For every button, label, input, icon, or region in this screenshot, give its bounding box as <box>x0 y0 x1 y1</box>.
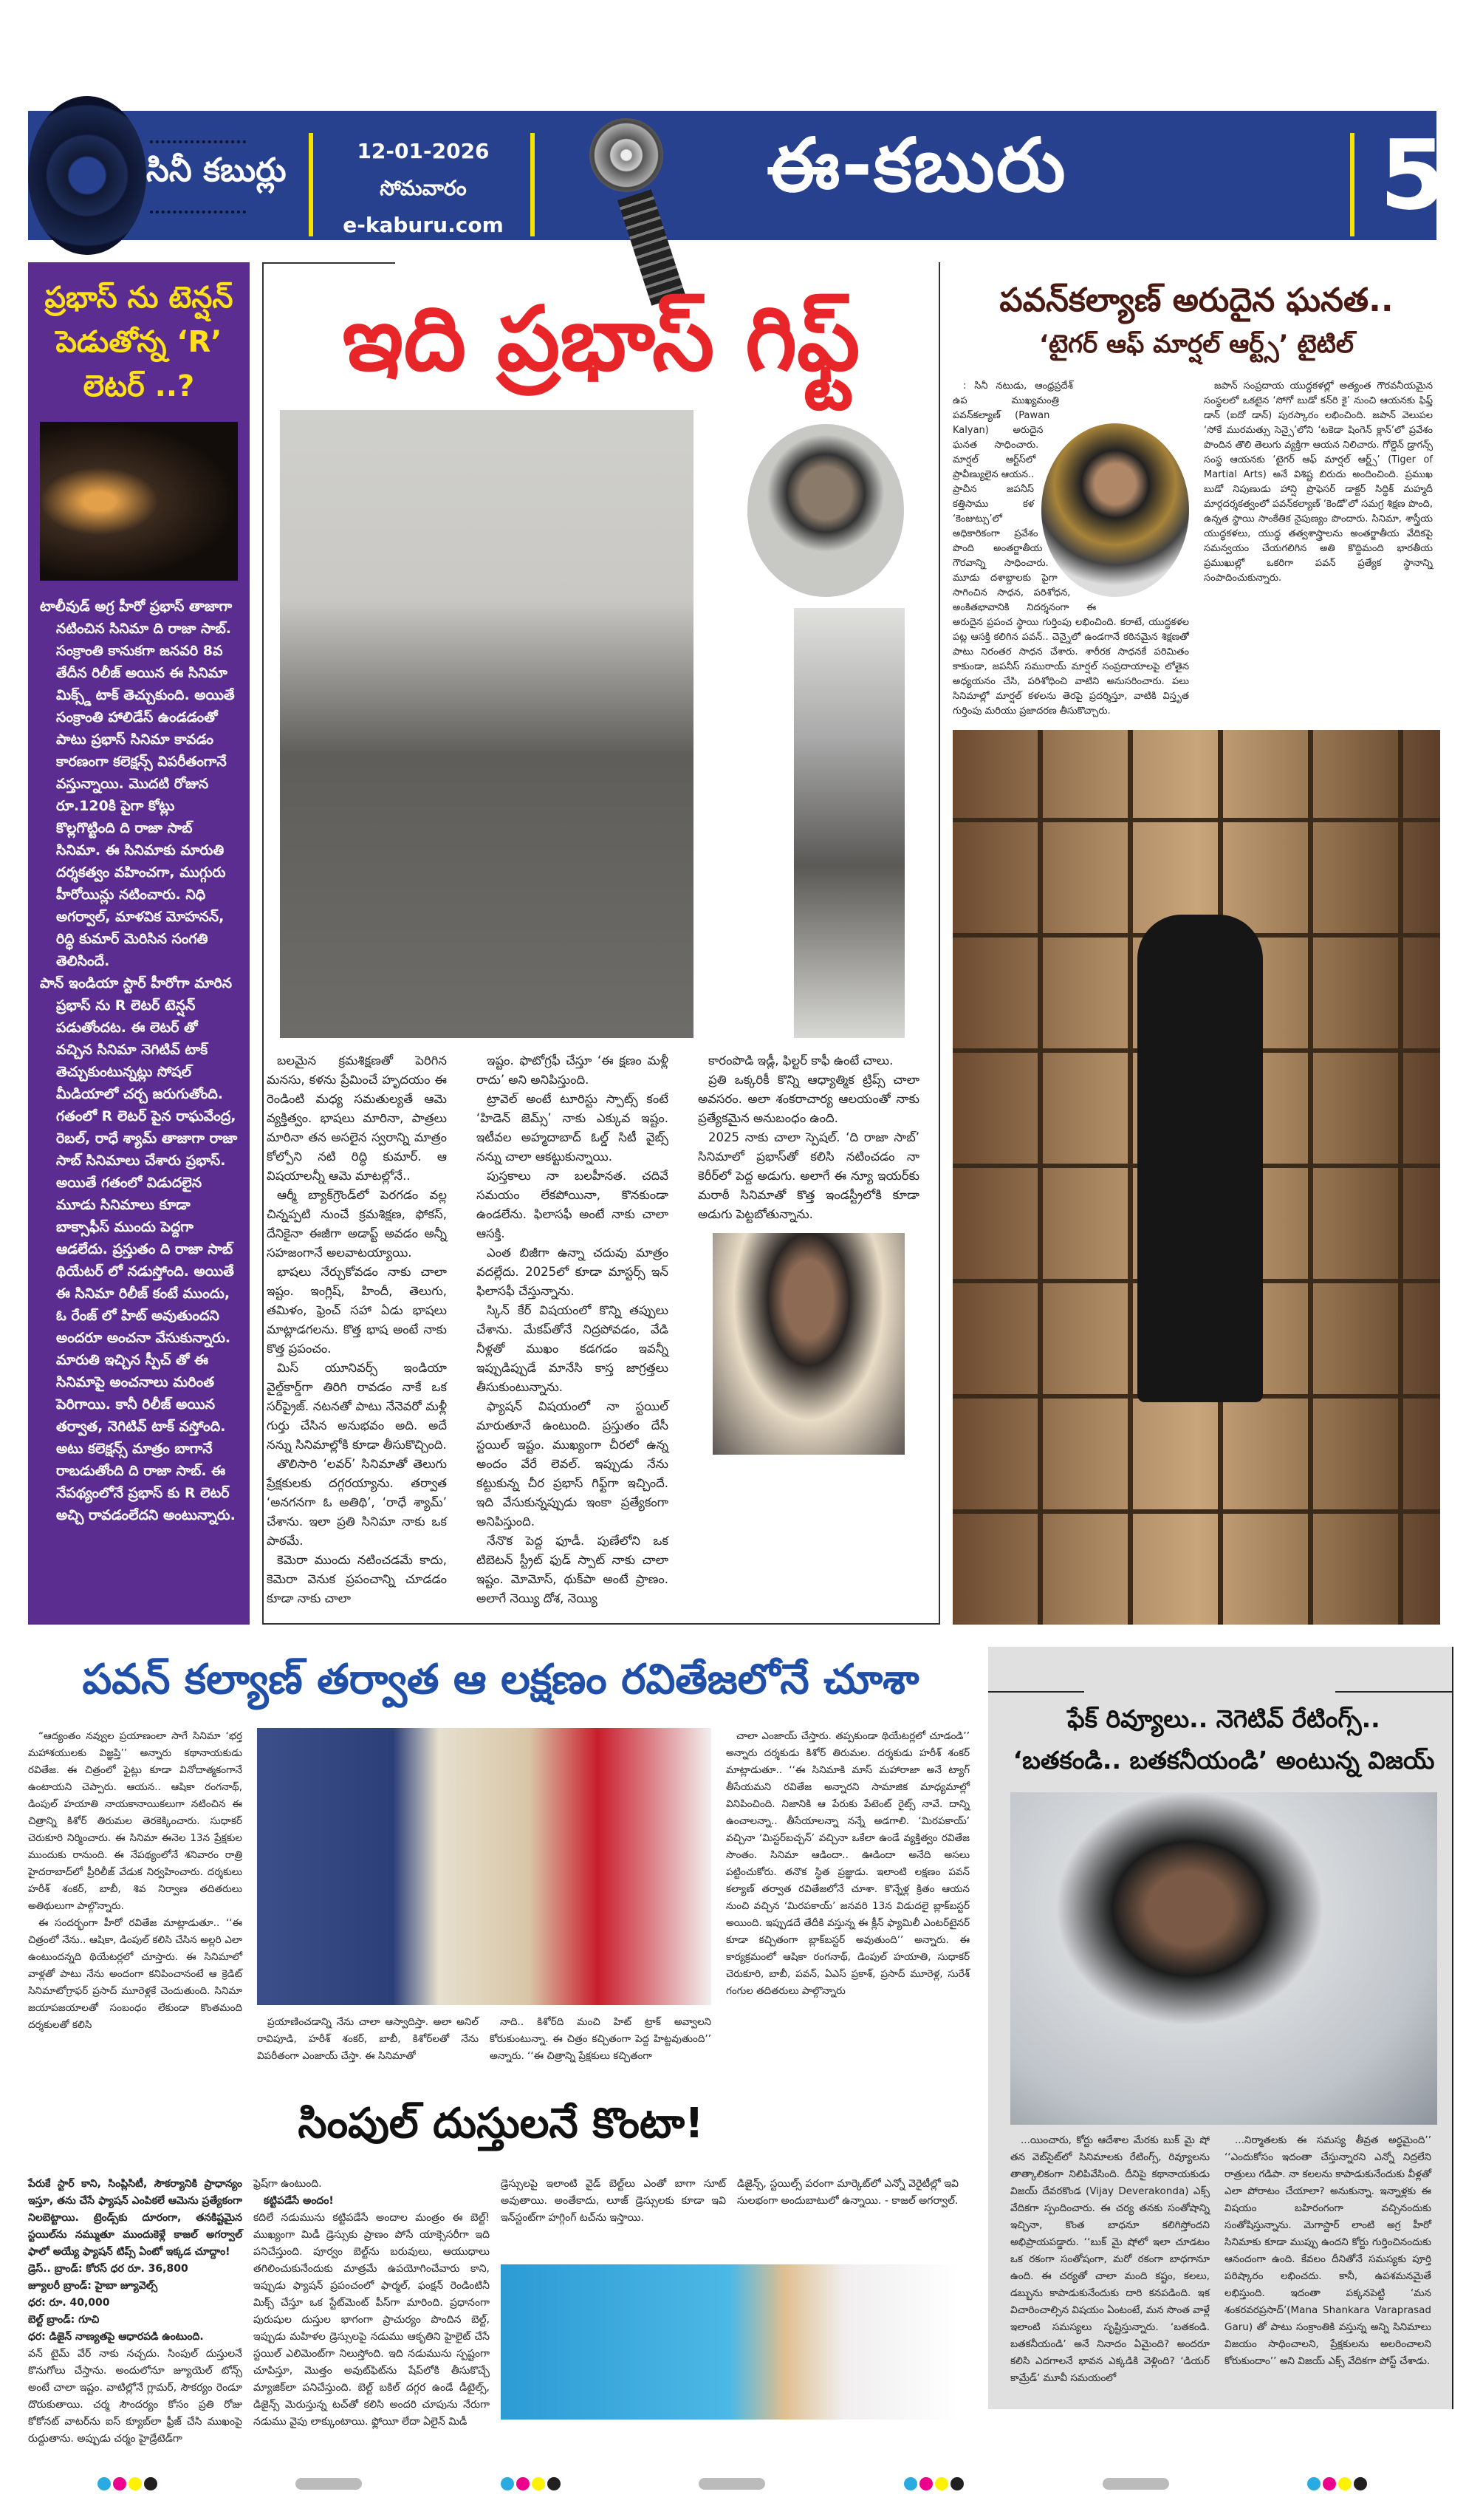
paragraph: పాన్ ఇండియా స్టార్ హీరోగా మారిన ప్రభాస్ ను R లెటర్ టెన్షన్ పడుతోందట. ఈ లెటర్ తో వచ్చిన సినిమా నెగిటివ్ టాక్ తెచ్చుకుంటున్నట్లు సోషల్ మీడియాలో చర్చ జరుగుతోంది. గతంలో R లెటర్ పైన రాఘవేంద్ర, రెబల్, రాధే శ్యామ్ తాజాగా రాజా సాబ్ సినిమాలు చేశారు ప్రభాస్. అయితే గతంలో విడుదలైన మూడు సినిమాలు కూడా బాక్సాఫీస్ ముందు పెద్దగా ఆడలేదు. ప్రస్తుతం ది రాజా సాబ్ థియేటర్ లో నడుస్తోంది. అయితే ఈ సినిమా రిలీజ్ కంటే ముందు, ఓ రేంజ్ లో హిట్ అవుతుందని అందరూ అంచనా వేసుకున్నారు. మారుతి ఇచ్చిన స్పీచ్ తో ఈ సినిమాపై అంచనాలు మరింత పెరిగాయి. కానీ రిలీజ్ అయిన తర్వాత, నెగిటివ్ టాక్ వస్తోంది. అటు కలెక్షన్స్ మాత్రం బాగానే రాబడుతోంది ది రాజా సాబ్. ఈ నేపథ్యంలోనే ప్రభాస్ కు R లెటర్ అచ్చి రావడంలేదని అంటున్నారు. <box>40 975 238 1523</box>
divider <box>1350 133 1354 236</box>
film-reel-icon <box>589 118 663 192</box>
article-column <box>953 379 1189 719</box>
intro: పేరుకే స్టార్ కాని, సింప్లిసిటీ, సౌకర్యానికి ప్రాధాన్యం ఇస్తూ, తను చేసే ఫ్యాషన్ ఎంపికలే ఆమెను ప్రత్యేకంగా నిలబెట్టాయి. ట్రెండ్స్‌కు దూరంగా, తనకిష్టమైన స్టయిల్‌ను నమ్ముతూ ముందుకెళ్లే కాజల్ అగర్వాల్ ఫాలో అయ్యే ఫ్యాషన్ టిప్స్ ఏంటో ఇక్కడ చూద్దాం! <box>28 2178 242 2258</box>
website: e-kaburu.com <box>343 213 504 237</box>
divider <box>309 133 313 236</box>
paragraph: ధర: రూ. 40,000 <box>28 2297 110 2309</box>
price-details <box>28 2261 242 2346</box>
paragraph: బెల్ట్ బ్రాండ్: గూచి <box>28 2314 100 2326</box>
registration-marks <box>904 2477 964 2490</box>
kajal-story <box>28 2176 973 2448</box>
photo-group <box>264 410 939 1045</box>
bottom-section <box>28 1647 1453 2448</box>
article-columns <box>264 1051 939 1608</box>
article-column <box>726 1728 970 2065</box>
riddhi-kumar-saree-photo <box>713 1233 905 1455</box>
raviteja-headline: పవన్ కల్యాణ్ తర్వాత ఆ లక్షణం రవితేజలోనే చూశా <box>82 1656 919 1704</box>
paragraph: “ఆద్యంతం నవ్వుల ప్రయాణంలా సాగే సినిమా ‘భర్త మహాశయులకు విజ్ఞప్తి’’ అన్నారు కథానాయకుడు రవితేజ. ఈ చిత్రంలో ఫైట్లు కూడా వినోదాత్మకంగానే ఉంటాయని చెప్పారు. ఆయన.. ఆషికా రంగనాథ్, డింపుల్ హయాతి నాయకానాయికలుగా నటించిన ఈ చిత్రాన్ని కిశోర్ తిరుమల తెరకెక్కించారు. సుధాకర్ చెరుకూరి నిర్మించారు. ఈ సినిమా ఈనెల 13న ప్రేక్షకుల ముందుకు రానుంది. ఈ నేపథ్యంలోనే శనివారం రాత్రి హైదరాబాద్‌లో ప్రీరిలీజ్ వేడుక నిర్వహించారు. దర్శకులు హరీశ్ శంకర్, బాబీ, శివ నిర్వాణ తదితరులు అతిథులుగా పాల్గొన్నారు. <box>28 1730 242 1912</box>
divider <box>150 211 246 214</box>
paragraph: నాది.. కిశోర్‌ది మంచి హిట్ ట్రాక్ అవ్వాలని కోరుకుంటున్నా. ఈ చిత్రం కచ్చితంగా పెద్ద హిట్టవుతుంది’’ అన్నారు. ‘‘ఈ చిత్రాన్ని ప్రేక్షకులు కచ్చితంగా <box>490 2016 711 2062</box>
print-bar <box>699 2478 765 2490</box>
paragraph: ప్రయాణించడాన్ని నేను చాలా ఆస్వాదిస్తా. అలా అనిల్ రావిపూడి, హరీశ్ శంకర్, బాబీ, కిశోర్‌లతో నేను విపరీతంగా ఎంజాయ్ చేస్తా. ఈ సినిమాతో <box>257 2016 479 2062</box>
riddhi-kumar-photo <box>280 410 693 1038</box>
article-column <box>267 1051 447 1608</box>
main-headline: ఇది ప్రభాస్ గిఫ్ట్ <box>342 288 860 391</box>
vijay-story <box>988 1647 1453 2409</box>
registration-marks <box>1307 2477 1367 2490</box>
section-title: సినీ కబుర్లు <box>146 151 287 189</box>
kajal-pool-photo <box>501 2264 959 2420</box>
paper-name: ఈ-కబురు <box>767 122 1067 208</box>
paragraph: ధర: డిజైన్ నాణ్యతపై ఆధారపడి ఉంటుంది. <box>28 2331 204 2343</box>
raviteja-event-photo <box>257 1728 711 2005</box>
pawan-kalyan-sword-photo <box>953 730 1440 1625</box>
paragraph: బలమైన క్రమశిక్షణతో పెరిగిన మనసు, కళను ప్రేమించే హృదయం ఈ రెండింటి మధ్య సమతుల్యతే ఆమె వ్యక్తిత్వం. భాషలు మారినా, పాత్రలు మారినా తన అసలైన స్వరాన్ని మాత్రం కోల్పోని నటి రిద్ధి కుమార్. ఆ విషయాలన్నీ ఆమె మాటల్లోనే.. <box>267 1054 447 1183</box>
paragraph: టాలీవుడ్ అగ్ర హీరో ప్రభాస్ తాజాగా నటించిన సినిమా ది రాజా సాబ్. సంక్రాంతి కానుకగా జనవరి 8వ తేదీన రిలీజ్ అయిన ఈ సినిమా మిక్స్డ్ టాక్ తెచ్చుకుంది. అయితే సంక్రాంతి హాలిడేస్ ఉండడంతో పాటు ప్రభాస్ సినిమా కావడం కారణంగా కలెక్షన్స్ విపరీతంగానే వస్తున్నాయి. మొదటి రోజున రూ.120కి పైగా కోట్లు కొల్లగొట్టింది ది రాజా సాబ్ సినిమా. ఈ సినిమాకు మారుతి దర్శకత్వం వహించగా, ముగ్గురు హీరోయిన్లు నటించారు. నిధి అగర్వాల్, మాళవిక మోహనన్, రిద్ధి కుమార్ మెరిసిన సంగతి తెలిసిందే. <box>40 598 235 969</box>
paragraph: కదిలే నడుమును కట్టిపడేసే అందాల మంత్రం ఈ బెల్ట్! ముఖ్యంగా మిడీ డ్రెస్సుకు ప్రాణం పోసే యాక్సెసరీగా ఇది పనిచేస్తుంది. పూర్వం బెల్ట్‌ను బరువులు, ఆయుధాలు తగిలించుకునేందుకు మాత్రమే ఉపయోగించేవారు కాని, ఇప్పుడు ఫ్యాషన్ ప్రపంచంలో ఫార్మల్, ఫంక్షన్ రెండింటినీ మిక్స్ చేస్తూ ఒక స్టేట్‌మెంట్ పీస్‌గా మారింది. ప్రధానంగా పురుషుల దుస్తుల భాగంగా ప్రాచుర్యం పొందిన బెల్ట్, ఇప్పుడు మహిళల డ్రెస్సులపై నడుము ఆకృతిని హైలైట్ చేసే స్టయిల్ ఎలిమెంట్‌గా నిలుస్తోంది. ఇది నడుమును స్పష్టంగా చూపిస్తూ, మొత్తం అవుట్‌ఫిట్‌ను షేప్‌లోకి తీసుకొచ్చే మ్యాజిక్‌లా పనిచేస్తుంది. బెల్ట్ బకిల్ దగ్గర ఉండే డీటైల్స్, డిజైన్స్ మెరుస్తున్న టచ్‌తో కలిసి అందరి చూపును నేరుగా నడుము వైపు లాక్కుంటాయి. ఫ్లోయీ లేదా ఏలైన్ మిడీ <box>253 2212 490 2428</box>
paragraph: నేనొక పెద్ద ఫూడీ. పుణేలోని ఒక టిబెటన్ స్ట్రీట్ ఫుడ్ స్పాట్ నాకు చాలా ఇష్టం. మోమోస్, థుక్‌పా అంటే ప్రాణం. అలాగే నెయ్యి దోశ, నెయ్యి <box>476 1534 668 1605</box>
article-column <box>1224 2132 1431 2387</box>
top-section <box>28 262 1453 1625</box>
article-column <box>490 2014 711 2065</box>
vijay-deverakonda-photo <box>1010 1792 1437 2125</box>
paragraph: డ్రెస్.. బ్రాండ్: కోరస్ ధర రూ. 36,800 <box>28 2263 188 2275</box>
print-marks <box>28 2477 1436 2490</box>
registration-marks <box>97 2477 157 2490</box>
weekday: సోమవారం <box>380 176 467 200</box>
raviteja-story <box>28 1728 973 2065</box>
divider <box>530 133 535 236</box>
paragraph: జ్యూలరీ బ్రాండ్: హైబా జ్యూవెల్స్ <box>28 2280 158 2292</box>
paragraph: ఫ్రెష్‌గా ఉంటుంది. <box>253 2178 322 2190</box>
paragraph: మిస్ యూనివర్స్ ఇండియా వైల్డ్‌కార్డ్‌గా తిరిగి రావడం నాకే ఒక సర్‌ప్రైజ్. నటనతో పాటు నేనెవరో మళ్లీ గుర్తు చేసిన అనుభవం అది. అదే నన్ను సినిమాల్లోకి కూడా తీసుకొచ్చింది. <box>267 1361 447 1452</box>
column-text <box>698 1051 919 1224</box>
pawan-kalyan-circle-photo <box>1041 423 1189 597</box>
paragraph: డ్రెస్సులపై ఇలాంటి వైడ్ బెల్ట్‌లు ఎంతో బాగా సూట్ అవుతాయి. అంతేకాదు, లూజ్ డ్రెస్సులకు కూడా ఇవి ఇన్‌స్టంట్‌గా హగ్గింగ్ టచ్‌ను ఇస్తాయి. <box>501 2178 726 2224</box>
divider <box>150 140 246 143</box>
paragraph: జపాన్ సంప్రదాయ యుద్ధకళల్లో అత్యంత గౌరవనీయమైన సంస్థలలో ఒకటైన ‘సోగో బుడో కన్‌రి కై’ నుంచి ఆయనకు ఫిఫ్త్ డాన్ (ఐదో డాన్) పురస్కారం లభించింది. జపాన్ వెలుపల ‘సోకే మురమత్సు సెన్సై’లోని ‘టకెడా షింగెన్ క్లాన్’లో ప్రవేశం పొందిన తొలి తెలుగు వ్యక్తిగా ఆయన నిలిచారు. గోల్డెన్ డ్రాగన్స్ సంస్థ ఆయనకు ‘టైగర్ ఆఫ్ మార్షల్ ఆర్ట్స్’ (Tiger of Martial Arts) అనే విశిష్ట బిరుదు అందించింది. ప్రముఖ బుడో నిపుణుడు హాన్షి ప్రొఫెసర్ డాక్టర్ సిద్ధిక్ మహ్మదీ మార్గదర్శకత్వంలో పవన్‌కల్యాణ్ ‘కెండో’లో సమగ్ర శిక్షణ పొంది, ఉన్నత స్థాయి సాంకేతిక నైపుణ్యం పొందారు. సినిమా, శాస్త్రీయ యుద్ధకళలు, యుద్ధ తత్వశాస్త్రాలను అంతర్జాతీయ వేదికపై సమన్వయం చేయగలిగిన అతి కొద్దిమంది భారతీయ ప్రముఖుల్లో ఒకరిగా పవన్ ప్రత్యేక స్థానాన్ని సంపాదించుకున్నారు. <box>1204 380 1433 584</box>
riddhi-kumar-inset-photo <box>745 422 906 599</box>
paragraph: భాషలు నేర్చుకోవడం నాకు చాలా ఇష్టం. ఇంగ్లిష్, హిందీ, తెలుగు, తమిళం, ఫ్రెంచ్ సహా ఏడు భాషలు మాట్లాడగలను. కొత్త భాష అంటే నాకు కొత్త ప్రపంచం. <box>267 1265 447 1356</box>
paragraph: తొలిసారి ‘లవర్’ సినిమాతో తెలుగు ప్రేక్షకులకు దగ్గరయ్యాను. తర్వాత ‘అనగనగా ఓ అతిథి’, ‘రాధే శ్యామ్’ చేశాను. ఇలా ప్రతి సినిమా నాకు ఒక పాఠమే. <box>267 1457 447 1548</box>
left-bottom <box>28 1647 973 2448</box>
subheading: కట్టిపడేసే అందం! <box>264 2195 334 2207</box>
paragraph: 2025 నాకు చాలా స్పెషల్. ‘ది రాజా సాబ్’ సినిమాలో ప్రభాస్‌తో కలిసి నటించడం నా కెరీర్‌లో పెద్ద అడుగు. అలాగే ఈ న్యూ ఇయర్‌కు మరాఠీ సినిమాతో కొత్త ఇండస్ట్రీలోకి కూడా అడుగు పెట్టబోతున్నాను. <box>698 1130 919 1221</box>
article-column <box>698 1051 919 1608</box>
main-story <box>262 262 940 1625</box>
article-column <box>28 1728 242 2065</box>
film-reel-logo-icon <box>28 96 146 255</box>
article-column <box>1204 379 1433 719</box>
paragraph: చాలా ఎంజాయ్ చేస్తారు. తప్పకుండా థియేటర్లలో చూడండి’’ అన్నారు దర్శకుడు కిశోర్ తిరుమల. దర్శకుడు హరీశ్ శంకర్ మాట్లాడుతూ.. ‘‘ఈ సినిమాకి మాస్ మహారాజా అనే ట్యాగ్ తీసేయమని రవితేజ అన్నారని సామాజిక మాధ్యమాల్లో వినిపించింది. నిజానికి ఆ పేరుకు పేటెంట్ రైట్స్ నావే. దాన్ని ఉంచాలన్నా.. తీసేయాలన్నా నన్నే అడగాలి. ‘మిరపకాయ్’ వచ్చినా ‘మిస్టర్‌బచ్చన్’ వచ్చినా ఒకేలా ఉండే వ్యక్తిత్వం రవితేజ సొంతం. సినిమా ఆడిందా.. ఊడిందా అనేది అసలు పట్టించుకోరు. తనొక స్థిత ప్రజ్ఞుడు. ఇలాంటి లక్షణం పవన్ కల్యాణ్ తర్వాత రవితేజలోనే చూశా. కొన్నేళ్ల క్రితం ఆయన నుంచి వచ్చిన ‘మిరపకాయ్’ జనవరి 13న విడుదలై బ్లాక్‌బస్టర్ అయింది. ఇప్పుడదే తేదీకి వస్తున్న ఈ క్లీన్ ఫ్యామిలీ ఎంటర్‌టైనర్ కూడా కచ్చితంగా బ్లాక్‌బస్టర్ అవుతుంది’’ అన్నారు. ఈ కార్యక్రమంలో ఆషికా రంగనాథ్, డింపుల్ హయాతి, సుధాకర్ చెరుకూరి, బాబీ, పవన్, ఏఎస్ ప్రకాశ్, ప్రసాద్ మూరెళ్ల, సురేశ్ గంగుల తదితరులు పాల్గొన్నారు <box>726 1730 970 1997</box>
kajal-headline: సింపుల్ దుస్తులనే కొంటా! <box>298 2100 704 2148</box>
article-column <box>28 2176 242 2448</box>
paragraph: ఆర్మీ బ్యాక్‌గ్రౌండ్‌లో పెరగడం వల్ల చిన్నప్పటి నుంచే క్రమశిక్షణ, ఫోకస్, దేనికైనా ఈజీగా అడాప్ట్ అవడం అన్నీ సహజంగానే అలవాటయ్యాయి. <box>267 1188 447 1260</box>
paragraph: : సినీ నటుడు, ఆంధ్రప్రదేశ్ ఉప ముఖ్యమంత్రి పవన్‌కల్యాణ్ (Pawan Kalyan) అరుదైన ఘనత సాధించారు. మార్షల్ ఆర్ట్‌స్‌లో ప్రావీణ్యులైన ఆయన.. ప్రాచీన జపనీస్ కత్తిసాము కళ ‘కెంజుట్సు’లో అధికారికంగా ప్రవేశం పొంది అంతర్జాతీయ గౌరవాన్ని సాధించారు. మూడు దశాబ్దాలకు పైగా సాగించిన సాధన, పరిశోధన, అంకితభావానికి నిదర్శనంగా ఈ అరుదైన ప్రపంచ స్థాయి గుర్తింపు లభించింది. కరాటే, యుద్ధకళల పట్ల ఆసక్తి కలిగిన పవన్.. చెన్నైలో ఉండగానే కఠినమైన శిక్షణతో పాటు నిరంతర సాధన చేశారు. శారీరక సాధనకే పరిమితం కాకుండా, జపనీస్ సమురాయ్ మార్షల్ సంప్రదాయాలపై లోతైన అధ్యయనం చేసి, పరిశోధించి వాటిని అనుసరించారు. పలు సినిమాల్లో మార్షల్ కళలను తెరపై ప్రదర్శిస్తూ, వాటికి విస్తృత గుర్తింపు మరియు ప్రజాదరణ తీసుకొచ్చారు. <box>953 380 1189 717</box>
paragraph: కెమెరా ముందు నటించడమే కాదు, కెమెరా వెనుక ప్రపంచాన్ని చూడడం కూడా నాకు చాలా <box>267 1553 447 1605</box>
paragraph: ప్రతి ఒక్కరికీ కొన్ని ఆధ్యాత్మిక ట్రిప్స్ చాలా అవసరం. అలా శంకరాచార్య ఆలయంతో నాకు ప్రత్యేకమైన అనుబంధం ఉంది. <box>698 1073 919 1125</box>
prabhas-photo <box>40 422 238 581</box>
paragraph: కారంపొడి ఇడ్లీ, ఫిల్టర్ కాఫీ ఉంటే చాలు. <box>708 1054 894 1068</box>
paragraph: ...నిర్మాతలకు ఈ సమస్య తీవ్రత అర్థమైంది’’ ‘‘ఎందుకోసం ఇదంతా చేస్తున్నారని ఎన్నో నిద్రలేని రాత్రులు గడిపా. నా కలలను కాపాడుకునేందుకు వీళ్లతో ఎలా పోరాటం చేయాలా? అనుకున్నా. ఇన్నాళ్లకు ఈ విషయం బహిరంగంగా వచ్చినందుకు సంతోషిస్తున్నాను. మెగాస్టార్ లాంటి అగ్ర హీరో సినిమాకు కూడా ముప్పు ఉందని కోర్టు గుర్తించినందుకు ఆనందంగా ఉంది. కేవలం దీనితోనే సమస్యకు పూర్తి పరిష్కారం లభించదు. కానీ, ఉపశమనమైతే లభిస్తుంది. ఇదంతా పక్కనపెట్టి ‘మన శంకరవరప్రసాద్’(Mana Shankara Varaprasad Garu) తో పాటు సంక్రాంతికి వస్తున్న అన్ని సినిమాలు విజయం సాధించాలని, ప్రేక్షకులను అలరించాలని కోరుకుందాం’’ అని విజయ్ ఎక్స్ వేదికగా పోస్ట్ చేశాడు. <box>1224 2134 1431 2367</box>
date: 12-01-2026 <box>357 139 490 163</box>
masthead <box>28 111 1447 240</box>
paragraph: ఈ సందర్భంగా హీరో రవితేజ మాట్లాడుతూ.. ‘‘ఈ చిత్రంలో నేను.. ఆషికా, డింపుల్ కలిసి చేసిన అల్లరి ఎలా ఉంటుందన్నది థియేటర్లలో చూస్తారు. ఈ సినిమాలో వాళ్లతో పాటు నేను అందంగా కనిపించానంటే ఆ క్రెడిట్ సినిమాటోగ్రాఫర్ ప్రసాద్ మూరెళ్లకే చెందుతుంది. సినిమా జయాపజయాలతో సంబంధం లేకుండా కొంతమంది దర్శకులతో కలిసి <box>28 1917 242 2031</box>
paragraph: ...యించారు, కోర్టు ఆదేశాల మేరకు బుక్ మై షో తన వెబ్‌సైట్‌లో సినిమాలకు రేటింగ్స్, రివ్యూలను తాత్కాలికంగా నిలిపివేసింది. దీనిపై కథానాయకుడు విజయ్ దేవరకొండ (Vijay Deverakonda) ఎక్స్ వేదికగా స్పందించారు. ఈ చర్య తనకు సంతోషాన్ని ఇచ్చినా, కొంత బాధనూ కలిగిస్తోందని అభిప్రాయపడ్డారు. ‘‘బుక్ మై షోలో ఇలా చూడటం ఒక రకంగా సంతోషంగా, మరో రకంగా బాధగానూ ఉంది. ఈ చర్యతో చాలా మంది కష్టం, కలలు, డబ్బును కాపాడుకునేందుకు దారి కనపడింది. ఇక విచారించాల్సిన విషయం ఏంటంటే, మన సొంత వాళ్లే ఇలాంటి సమస్యలు సృష్టిస్తున్నారు. ‘బతకండి. బతకనీయండి’ అనే నినాదం ఏమైంది? అందరూ కలిసి ఎదగాలనే భావన ఎక్కడికి వెళ్లింది? ‘డియర్ కామ్రేడ్’ మూవీ సమయంలో <box>1010 2134 1210 2384</box>
article-column <box>501 2176 726 2256</box>
date-block <box>331 133 516 244</box>
pawan-story <box>953 262 1440 1625</box>
pawan-headline <box>953 262 1440 364</box>
vijay-headline: ఫేక్ రివ్యూలు.. నెగెటివ్ రేటింగ్స్.. ‘బతకండి.. బతకనీయండి’ అంటున్న విజయ్ <box>1013 1704 1435 1775</box>
paragraph: ఎంత బిజీగా ఉన్నా చదువు మాత్రం వదల్లేదు. 2025లో కూడా మాస్టర్స్ ఇన్ ఫిలాసఫీ చేస్తున్నాను. <box>476 1246 668 1298</box>
article-column <box>1010 2132 1210 2387</box>
article-column <box>476 1051 668 1608</box>
sidebar-headline: ప్రభాస్ ను టెన్షన్ పెడుతోన్న ‘R’ లెటర్ ..? <box>44 281 233 403</box>
registration-marks <box>501 2477 561 2490</box>
article-column <box>737 2176 959 2256</box>
paragraph: ట్రావెల్ అంటే టూరిస్టు స్పాట్స్ కంటే ‘హిడెన్ జెమ్స్’ నాకు ఎక్కువ ఇష్టం. ఇటీవల అహ్మదాబాద్ ఓల్డ్ సిటీ వైబ్స్ నన్ను చాలా ఆకట్టుకున్నాయి. <box>476 1092 668 1164</box>
paragraph: వన్ టైమ్ వేర్ నాకు నచ్చదు. సింపుల్ దుస్తులనే కొనుగోలు చేస్తాను. అందులోనూ జ్యూయెల్ టోన్స్ అంటే చాలా ఇష్టం. వాటిల్లోనే గ్లామర్, సౌకర్యం రెండూ దొరుకుతాయి. చర్మ సౌందర్యం కోసం ప్రతి రోజు కోకోనట్ వాటర్‌ను ఐస్ క్యూబ్‌లా ఫ్రీజ్ చేసి ముఖంపై రుద్దుతాను. అప్పుడు చర్మం హైడ్రేటెడ్‌గా <box>28 2348 242 2445</box>
paragraph: ఫ్యాషన్ విషయంలో నా స్టయిల్ మారుతూనే ఉంటుంది. ప్రస్తుతం దేసీ స్టయిల్ ఇష్టం. ముఖ్యంగా చీరలో ఉన్న అందం వేరే లెవల్. ఇప్పుడు నేను కట్టుకున్న చీర ప్రభాస్ గిఫ్ట్‌గా ఇచ్చిందే. ఇది వేసుకున్నప్పుడు ఇంకా ప్రత్యేకంగా అనిపిస్తుంది. <box>476 1399 668 1529</box>
article-columns <box>257 2014 711 2065</box>
print-bar <box>1103 2478 1169 2490</box>
paragraph: డిజైన్స్, స్టయిల్స్ పరంగా మార్కెట్‌లో ఎన్నో వెరైటీల్లో ఇవి సులభంగా అందుబాటులో ఉన్నాయి. - కాజల్ అగర్వాల్. <box>737 2178 959 2207</box>
article-column <box>253 2176 490 2448</box>
page-number: 5 <box>1380 119 1447 231</box>
paragraph: పుస్తకాలు నా బలహీనత. చదివే సమయం లేకపోయినా, కొనకుండా ఉండలేను. ఫిలాసఫీ అంటే నాకు చాలా ఆసక్తి. <box>476 1169 668 1240</box>
headline-line: ‘టైగర్ ఆఫ్ మార్షల్ ఆర్ట్స్’ టైటిల్ <box>1039 329 1354 359</box>
divider <box>988 1691 1084 1693</box>
article-column <box>257 2014 479 2065</box>
divider <box>1335 1691 1453 1693</box>
article-columns <box>1010 2132 1437 2387</box>
print-bar <box>295 2478 362 2490</box>
paragraph: ఇష్టం. ఫొటోగ్రఫీ చేస్తూ ‘ఈ క్షణం మళ్లీ రాదు’ అని అనిపిస్తుంది. <box>476 1054 668 1087</box>
photo-and-columns <box>257 1728 711 2065</box>
sidebar-story <box>28 262 250 1625</box>
headline-line: పవన్‌కల్యాణ్ అరుదైన ఘనత.. <box>999 281 1394 319</box>
riddhi-kumar-photo-2 <box>794 608 905 1038</box>
paragraph: స్కిన్ కేర్ విషయంలో కొన్ని తప్పులు చేశాను. మేకప్‌తోనే నిద్రపోవడం, వేడి నీళ్లతో ముఖం కడగడం ఇవన్నీ ఇప్పుడిప్పుడే మానేసి కాస్త జాగ్రత్తలు తీసుకుంటున్నాను. <box>476 1303 668 1394</box>
article-columns <box>953 379 1440 719</box>
